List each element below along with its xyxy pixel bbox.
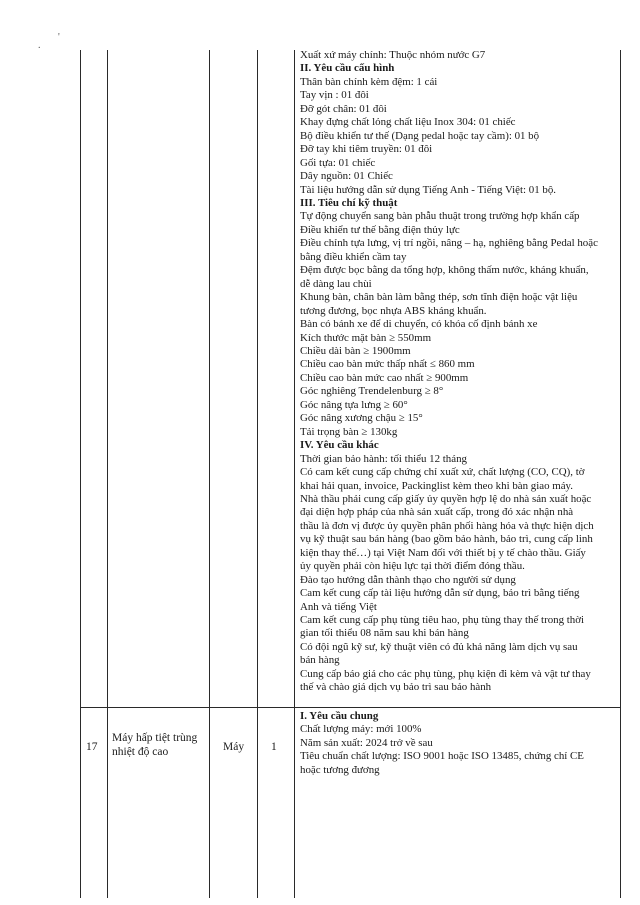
spec-line: Năm sản xuất: 2024 trở về sau	[300, 736, 433, 749]
spec-line: Chiều dài bàn ≥ 1900mm	[300, 344, 411, 357]
spec-line: Cam kết cung cấp phụ tùng tiêu hao, phụ tùng thay thế trong thời	[300, 614, 585, 627]
spec-line: Góc nghiêng Trendelenburg ≥ 8°	[300, 385, 444, 398]
spec-line: Kích thước mặt bàn ≥ 550mm	[300, 331, 432, 344]
table-border-left	[80, 50, 81, 898]
table-border-right	[620, 50, 621, 898]
spec-line: Cung cấp báo giá cho các phụ tùng, phụ kiện đi kèm và vật tư thay	[300, 667, 591, 680]
spec-content-row17	[300, 710, 618, 777]
spec-line: Tay vịn : 01 đôi	[300, 89, 369, 102]
item-name-line1: Máy hấp tiệt trùng	[112, 732, 198, 744]
spec-line: Khung bàn, chân bàn làm bằng thép, sơn tĩnh điện hoặc vật liệu	[300, 291, 578, 304]
spec-line: Khay đựng chất lỏng chất liệu Inox 304: 01 chiếc	[300, 116, 516, 129]
spec-line: Có cam kết cung cấp chứng chỉ xuất xứ, chất lượng (CO, CQ), tờ	[300, 466, 585, 479]
spec-line: Cam kết cung cấp tài liệu hướng dẫn sử dụng, bảo trì bằng tiếng	[300, 587, 580, 600]
spec-line: Đỡ gót chân: 01 đôi	[300, 102, 387, 115]
spec-line: thế và chào giá dịch vụ bảo trì sau bảo hành	[300, 681, 492, 694]
spec-line: Có đội ngũ kỹ sư, kỹ thuật viên có đủ khả năng làm dịch vụ sau	[300, 640, 578, 653]
column-divider	[257, 50, 258, 898]
column-divider	[294, 50, 295, 898]
spec-line: Nhà thầu phải cung cấp giấy ủy quyền hợp lệ do nhà sản xuất hoặc	[300, 492, 592, 505]
spec-line: khai hải quan, invoice, Packinglist kèm theo khi bàn giao máy.	[300, 479, 574, 492]
spec-line: Xuất xứ máy chính: Thuộc nhóm nước G7	[300, 49, 486, 61]
spec-line: Điều khiển tư thế bằng điện thủy lực	[300, 223, 460, 236]
spec-line: Gối tựa: 01 chiếc	[300, 156, 376, 169]
spec-line: đại diện hợp pháp của nhà sản xuất cấp, trong đó xác nhận nhà	[300, 506, 574, 519]
spec-line: Đệm được bọc bằng da tổng hợp, không thấm nước, kháng khuẩn,	[300, 264, 589, 277]
spec-line: Tiêu chuẩn chất lượng: ISO 9001 hoặc ISO 13485, chứng chỉ CE	[300, 750, 584, 763]
scan-speck: .	[38, 40, 41, 51]
spec-line: Tự động chuyển sang bàn phẫu thuật trong trường hợp khẩn cấp	[300, 210, 580, 223]
spec-line: Điều chỉnh tựa lưng, vị trí ngồi, nâng – hạ, nghiêng bằng Pedal hoặc	[300, 237, 598, 250]
spec-line: kiện thay thế…) tại Việt Nam đối với thiết bị y tế chào thầu. Giấy	[300, 546, 586, 559]
spec-line: ủy quyền phải còn hiệu lực tại thời điểm đóng thầu.	[300, 560, 525, 573]
spec-line: hoặc tương đương	[300, 763, 380, 776]
spec-line: Chất lượng máy: mới 100%	[300, 723, 422, 736]
spec-line: Bàn có bánh xe để di chuyển, có khóa cố định bánh xe	[300, 318, 538, 331]
spec-line: Bộ điều khiển tư thế (Dạng pedal hoặc tay cầm): 01 bộ	[300, 129, 540, 142]
spec-line: Tải trọng bàn ≥ 130kg	[300, 425, 398, 438]
spec-line: Thời gian bảo hành: tối thiểu 12 tháng	[300, 452, 467, 465]
spec-line: thầu là đơn vị được ủy quyền phân phối hàng hóa và thực hiện dịch	[300, 519, 594, 532]
spec-line: Dây nguồn: 01 Chiếc	[300, 170, 393, 183]
spec-line: Tài liệu hướng dẫn sử dụng Tiếng Anh - Tiếng Việt: 01 bộ.	[300, 183, 557, 196]
spec-line: bằng điều khiển cầm tay	[300, 250, 407, 263]
spec-line: Chiều cao bàn mức thấp nhất ≤ 860 mm	[300, 358, 475, 371]
section-heading: IV. Yêu cầu khác	[300, 439, 379, 452]
spec-line: Đào tạo hướng dẫn thành thạo cho người sử dụng	[300, 573, 516, 586]
spec-line: gian tối thiểu 08 năm sau khi bán hàng	[300, 627, 469, 640]
column-divider	[209, 50, 210, 898]
item-name-line2: nhiệt độ cao	[112, 746, 169, 758]
spec-line: Góc nâng tựa lưng ≥ 60°	[300, 398, 408, 411]
row-divider	[80, 707, 621, 708]
spec-line: Góc nâng xương chậu ≥ 15°	[300, 412, 423, 425]
spec-content-continued	[300, 49, 618, 695]
spec-line: dễ dàng lau chùi	[300, 277, 372, 290]
spec-line: Đỡ tay khi tiêm truyền: 01 đôi	[300, 143, 433, 156]
item-unit: Máy	[223, 741, 245, 753]
spec-line: Thân bàn chính kèm đệm: 1 cái	[300, 75, 438, 88]
section-heading: I. Yêu cầu chung	[300, 710, 379, 722]
row-number: 17	[86, 741, 98, 753]
section-heading: II. Yêu cầu cấu hình	[300, 62, 395, 75]
spec-line: bán hàng	[300, 654, 340, 667]
spec-line: Chiều cao bàn mức cao nhất ≥ 900mm	[300, 371, 469, 384]
section-heading: III. Tiêu chí kỹ thuật	[300, 196, 398, 209]
spec-line: vụ kỹ thuật sau bán hàng (bao gồm bảo hành, bảo trì, cung cấp linh	[300, 533, 593, 546]
scan-speck: '	[58, 32, 60, 43]
spec-line: Anh và tiếng Việt	[300, 600, 377, 613]
spec-line: tương đương, bọc nhựa ABS kháng khuẩn.	[300, 304, 487, 317]
item-quantity: 1	[271, 741, 277, 753]
column-divider	[107, 50, 108, 898]
